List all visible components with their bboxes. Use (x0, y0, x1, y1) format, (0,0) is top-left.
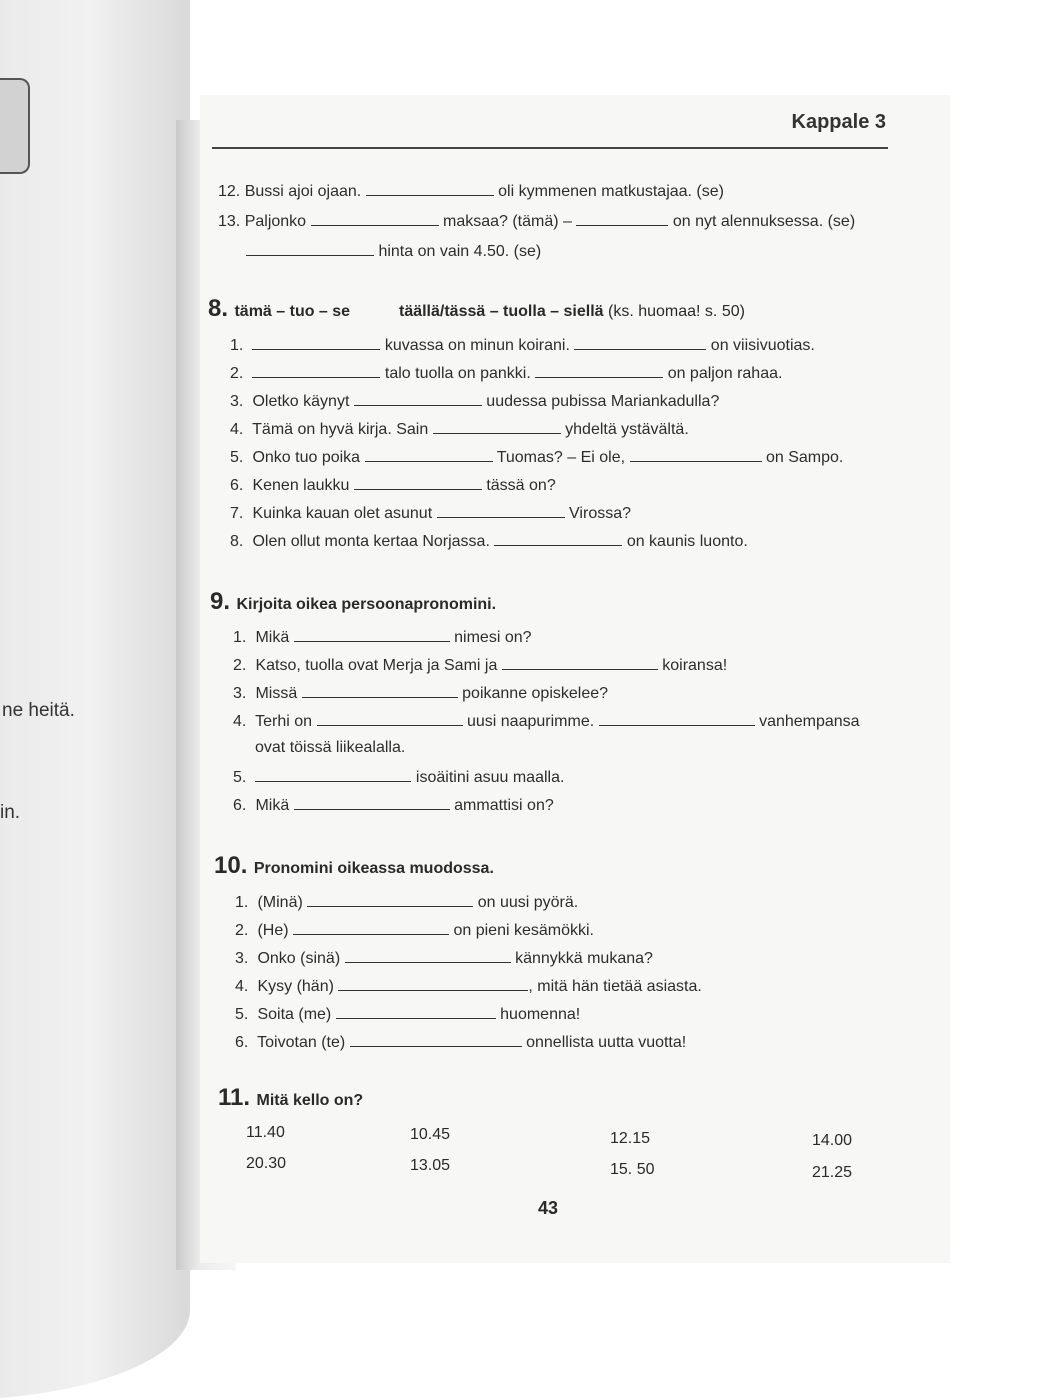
item-text: Virossa? (569, 505, 632, 522)
item-text: (He) (257, 922, 289, 939)
exercise-9-title (210, 588, 496, 616)
exercise-line (235, 976, 702, 996)
item-number: 5. (230, 449, 244, 466)
item-text: Mikä (255, 797, 290, 814)
item-number: 6. (230, 477, 244, 494)
clock-time: 13.05 (410, 1157, 451, 1174)
answer-blank[interactable] (338, 976, 528, 991)
item-text: vanhempansa (759, 713, 860, 730)
exercise-line (233, 795, 554, 815)
answer-blank[interactable] (574, 335, 706, 350)
item-number: 4. (233, 713, 247, 730)
item-text: hinta on vain 4.50. (se) (378, 243, 542, 260)
exercise-10-title (214, 852, 494, 880)
workbook-page (200, 95, 950, 1263)
left-page-text-1: ne heitä. (2, 700, 75, 721)
item-text: tässä on? (486, 477, 556, 494)
item-text: Tämä on hyvä kirja. Sain (252, 421, 429, 438)
item-number: 6. (235, 1034, 249, 1051)
exercise-title: Mitä kello on? (256, 1092, 364, 1109)
item-text: yhdeltä ystävältä. (565, 421, 689, 438)
exercise-line (235, 920, 594, 940)
item-number: 12. (218, 183, 241, 200)
answer-blank[interactable] (350, 1032, 522, 1047)
exercise-line (218, 181, 724, 201)
item-text: huomenna! (500, 1006, 581, 1023)
item-number: 1. (233, 629, 247, 646)
left-page-text-2: in. (0, 802, 21, 823)
item-number: 4. (235, 978, 249, 995)
answer-blank[interactable] (535, 363, 663, 378)
exercise-number: 9. (210, 588, 231, 615)
item-text: Kenen laukku (252, 477, 350, 494)
item-text: Onko tuo poika (252, 449, 361, 466)
answer-blank[interactable] (311, 211, 439, 226)
exercise-11-title (218, 1084, 363, 1112)
answer-blank[interactable] (494, 531, 622, 546)
exercise-number: 10. (214, 852, 248, 879)
exercise-line (230, 447, 843, 467)
exercise-title-left: tämä – tuo – se (234, 303, 351, 320)
item-text: ammattisi on? (454, 797, 554, 814)
answer-blank[interactable] (433, 419, 561, 434)
exercise-number: 8. (208, 295, 229, 322)
answer-blank[interactable] (294, 627, 450, 642)
exercise-line (218, 211, 855, 231)
item-text: on uusi pyörä. (477, 894, 579, 911)
item-number: 8. (230, 533, 244, 550)
exercise-line (230, 391, 719, 411)
item-text: poikanne opiskelee? (462, 685, 609, 702)
item-text: , mitä hän tietää asiasta. (528, 978, 702, 995)
clock-time: 11.40 (246, 1124, 285, 1141)
item-text: maksaa? (tämä) – (442, 213, 572, 230)
item-text: Onko (sinä) (257, 950, 341, 967)
exercise-line (246, 241, 541, 261)
item-text: on paljon rahaa. (667, 365, 783, 382)
exercise-line (233, 711, 860, 731)
item-text: uusi naapurimme. (466, 713, 595, 730)
item-text: Katso, tuolla ovat Merja ja Sami ja (255, 657, 498, 674)
answer-blank[interactable] (502, 655, 658, 670)
item-number: 13. (218, 213, 241, 230)
exercise-line (233, 767, 564, 787)
item-number: 2. (235, 922, 249, 939)
exercise-line (230, 531, 748, 551)
item-text: Mikä (255, 629, 290, 646)
exercise-line (235, 1004, 580, 1024)
item-text: koiransa! (662, 657, 728, 674)
item-number: 7. (230, 505, 244, 522)
item-text: on Sampo. (765, 449, 844, 466)
answer-blank[interactable] (354, 391, 482, 406)
item-number: 6. (233, 797, 247, 814)
answer-blank[interactable] (317, 711, 463, 726)
exercise-line (233, 655, 727, 675)
item-text: (Minä) (257, 894, 303, 911)
answer-blank[interactable] (365, 447, 493, 462)
item-text: oli kymmenen matkustajaa. (se) (498, 183, 724, 200)
item-number: 4. (230, 421, 244, 438)
item-text: Tuomas? – Ei ole, (496, 449, 626, 466)
answer-blank[interactable] (354, 475, 482, 490)
page-number: 43 (538, 1198, 559, 1218)
exercise-line (230, 419, 689, 439)
item-text: on viisivuotias. (710, 337, 815, 354)
item-text: uudessa pubissa Mariankadulla? (486, 393, 720, 410)
item-text: Kysy (hän) (257, 978, 334, 995)
item-text: on nyt alennuksessa. (se) (672, 213, 856, 230)
left-page-tab (0, 78, 30, 174)
exercise-number: 11. (218, 1084, 251, 1111)
answer-blank[interactable] (599, 711, 755, 726)
exercise-line (230, 363, 782, 383)
item-text: on pieni kesämökki. (453, 922, 594, 939)
item-text: Missä (255, 685, 298, 702)
clock-time: 15. 50 (610, 1161, 655, 1178)
exercise-line (235, 892, 578, 912)
header-rule (212, 147, 888, 149)
clock-time: 14.00 (812, 1132, 853, 1149)
item-number: 3. (230, 393, 244, 410)
item-number: 2. (233, 657, 247, 674)
item-text: Bussi ajoi ojaan. (244, 183, 362, 200)
clock-time: 21.25 (812, 1164, 853, 1181)
exercise-line (233, 627, 532, 647)
item-text: onnellista uutta vuotta! (526, 1034, 687, 1051)
item-text: ovat töissä liikealalla. (255, 739, 406, 756)
item-text: kuvassa on minun koirani. (384, 337, 570, 354)
item-number: 1. (235, 894, 249, 911)
exercise-title: Pronomini oikeassa muodossa. (253, 860, 494, 877)
item-text: Soita (me) (257, 1006, 332, 1023)
exercise-line (230, 503, 631, 523)
item-number: 1. (230, 337, 244, 354)
item-number: 2. (230, 365, 244, 382)
clock-time: 20.30 (246, 1155, 287, 1172)
answer-blank[interactable] (293, 920, 449, 935)
exercise-line (235, 948, 653, 968)
exercise-title-note: (ks. huomaa! s. 50) (608, 303, 745, 320)
answer-blank[interactable] (246, 241, 374, 256)
clock-time: 10.45 (410, 1126, 451, 1143)
chapter-title: Kappale 3 (791, 111, 886, 133)
item-text: Kuinka kauan olet asunut (252, 505, 433, 522)
exercise-8-title (208, 295, 745, 323)
answer-blank[interactable] (576, 211, 668, 226)
answer-blank[interactable] (630, 447, 762, 462)
answer-blank[interactable] (336, 1004, 496, 1019)
exercise-line (255, 739, 405, 757)
item-text: on kaunis luonto. (626, 533, 748, 550)
answer-blank[interactable] (345, 948, 511, 963)
exercise-title-right: täällä/tässä – tuolla – siellä (398, 303, 604, 320)
item-text: Terhi on (255, 713, 313, 730)
exercise-line (233, 683, 608, 703)
answer-blank[interactable] (294, 795, 450, 810)
item-text: kännykkä mukana? (515, 950, 653, 967)
exercise-line (235, 1032, 686, 1052)
clock-time: 12.15 (610, 1130, 651, 1147)
item-number: 3. (235, 950, 249, 967)
answer-blank[interactable] (255, 767, 411, 782)
item-number: 5. (233, 769, 247, 786)
answer-blank[interactable] (302, 683, 458, 698)
answer-blank[interactable] (252, 363, 380, 378)
item-text: Toivotan (te) (257, 1034, 346, 1051)
item-text: Paljonko (244, 213, 307, 230)
exercise-line (230, 475, 556, 495)
answer-blank[interactable] (252, 335, 380, 350)
item-text: Oletko käynyt (252, 393, 350, 410)
item-text: Olen ollut monta kertaa Norjassa. (252, 533, 490, 550)
exercise-line (230, 335, 815, 355)
exercise-title: Kirjoita oikea persoonapronomini. (236, 596, 497, 613)
item-number: 3. (233, 685, 247, 702)
item-text: isoäitini asuu maalla. (415, 769, 565, 786)
answer-blank[interactable] (437, 503, 565, 518)
item-text: talo tuolla on pankki. (384, 365, 531, 382)
answer-blank[interactable] (366, 181, 494, 196)
item-number: 5. (235, 1006, 249, 1023)
item-text: nimesi on? (454, 629, 532, 646)
answer-blank[interactable] (307, 892, 473, 907)
